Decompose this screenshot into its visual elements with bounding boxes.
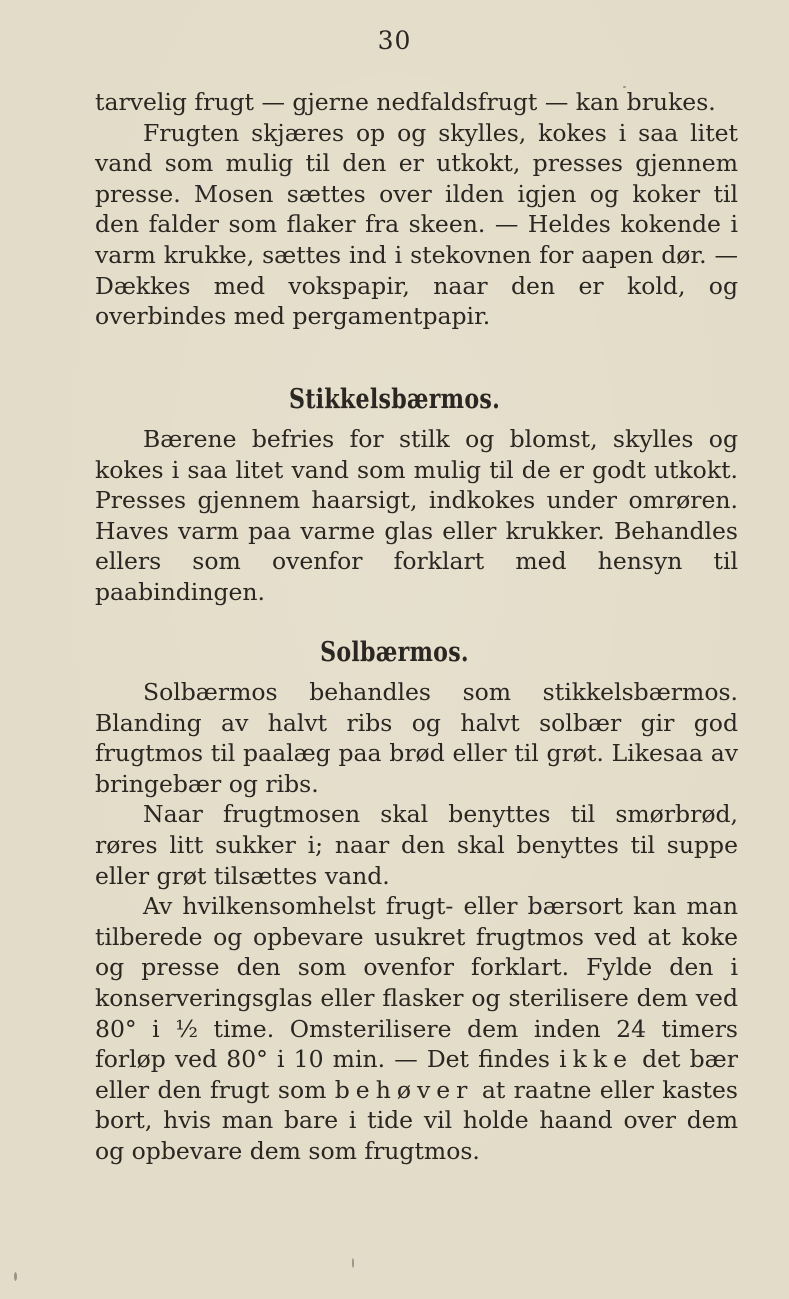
intro-section xyxy=(95,87,738,332)
speck xyxy=(14,1272,17,1281)
heading-solbaermos: Solbærmos. xyxy=(320,637,469,668)
paragraph-3-text-after: at raatne eller kastes bort, hvis man bare i tide vil holde haand over dem og opbevare dem som frugtmos. xyxy=(95,1075,738,1165)
solbaermos-section xyxy=(95,677,738,1167)
paragraph-3-text-before: Av hvilkensomhelst frugt- eller bærsort kan man tilberede og opbevare usukret frugtmos ved at koke og presse den som ovenfor forklart. Fylde den i konserveringsglas eller flasker og sterilisere dem ved 80° i ½ time. Omsterilisere dem inden 24 timers forløp ved 80° i 10 min. — Det findes xyxy=(95,892,738,1074)
speck xyxy=(623,86,626,88)
speck xyxy=(352,1258,354,1268)
emphasis-behover: behøver xyxy=(334,1075,474,1104)
intro-paragraph-method: Frugten skjæres op og skylles, kokes i saa litet vand som mulig til den er utkokt, presses gjennem presse. Mosen sættes over ilden igjen og koker til den falder som flaker fra skeen. — Heldes kokende i varm krukke, sættes ind i stekovnen for aapen dør. — Dækkes med vokspapir, naar den er kold, og overbindes med pergamentpapir. xyxy=(95,118,738,331)
heading-stikkelsbaermos: Stikkelsbærmos. xyxy=(288,384,501,415)
intro-paragraph-continued: tarvelig frugt — gjerne nedfaldsfrugt — kan brukes. xyxy=(95,88,716,116)
emphasis-ikke: ikke xyxy=(559,1045,633,1074)
page-number: 30 xyxy=(377,26,412,55)
stikkelsbaermos-section xyxy=(95,424,738,608)
solbaermos-paragraph-3 xyxy=(95,891,738,1166)
solbaermos-paragraph-1: Solbærmos behandles som stikkelsbærmos. Blanding av halvt ribs og halvt solbær gir god frugtmos til paalæg paa brød eller til grøt. Likesaa av bringebær og ribs. xyxy=(95,678,738,798)
paragraph-3-text-middle: det bær eller den frugt som xyxy=(95,1045,738,1104)
stikkelsbaermos-paragraph: Bærene befries for stilk og blomst, skylles og kokes i saa litet vand som mulig til de er godt utkokt. Presses gjennem haarsigt, indkokes under omrøren. Haves varm paa varme glas eller krukker. Behandles ellers som ovenfor forklart med hensyn til paabindingen. xyxy=(95,425,738,606)
solbaermos-paragraph-2: Naar frugtmosen skal benyttes til smørbrød, røres litt sukker i; naar den skal benyttes til suppe eller grøt tilsættes vand. xyxy=(95,800,738,890)
